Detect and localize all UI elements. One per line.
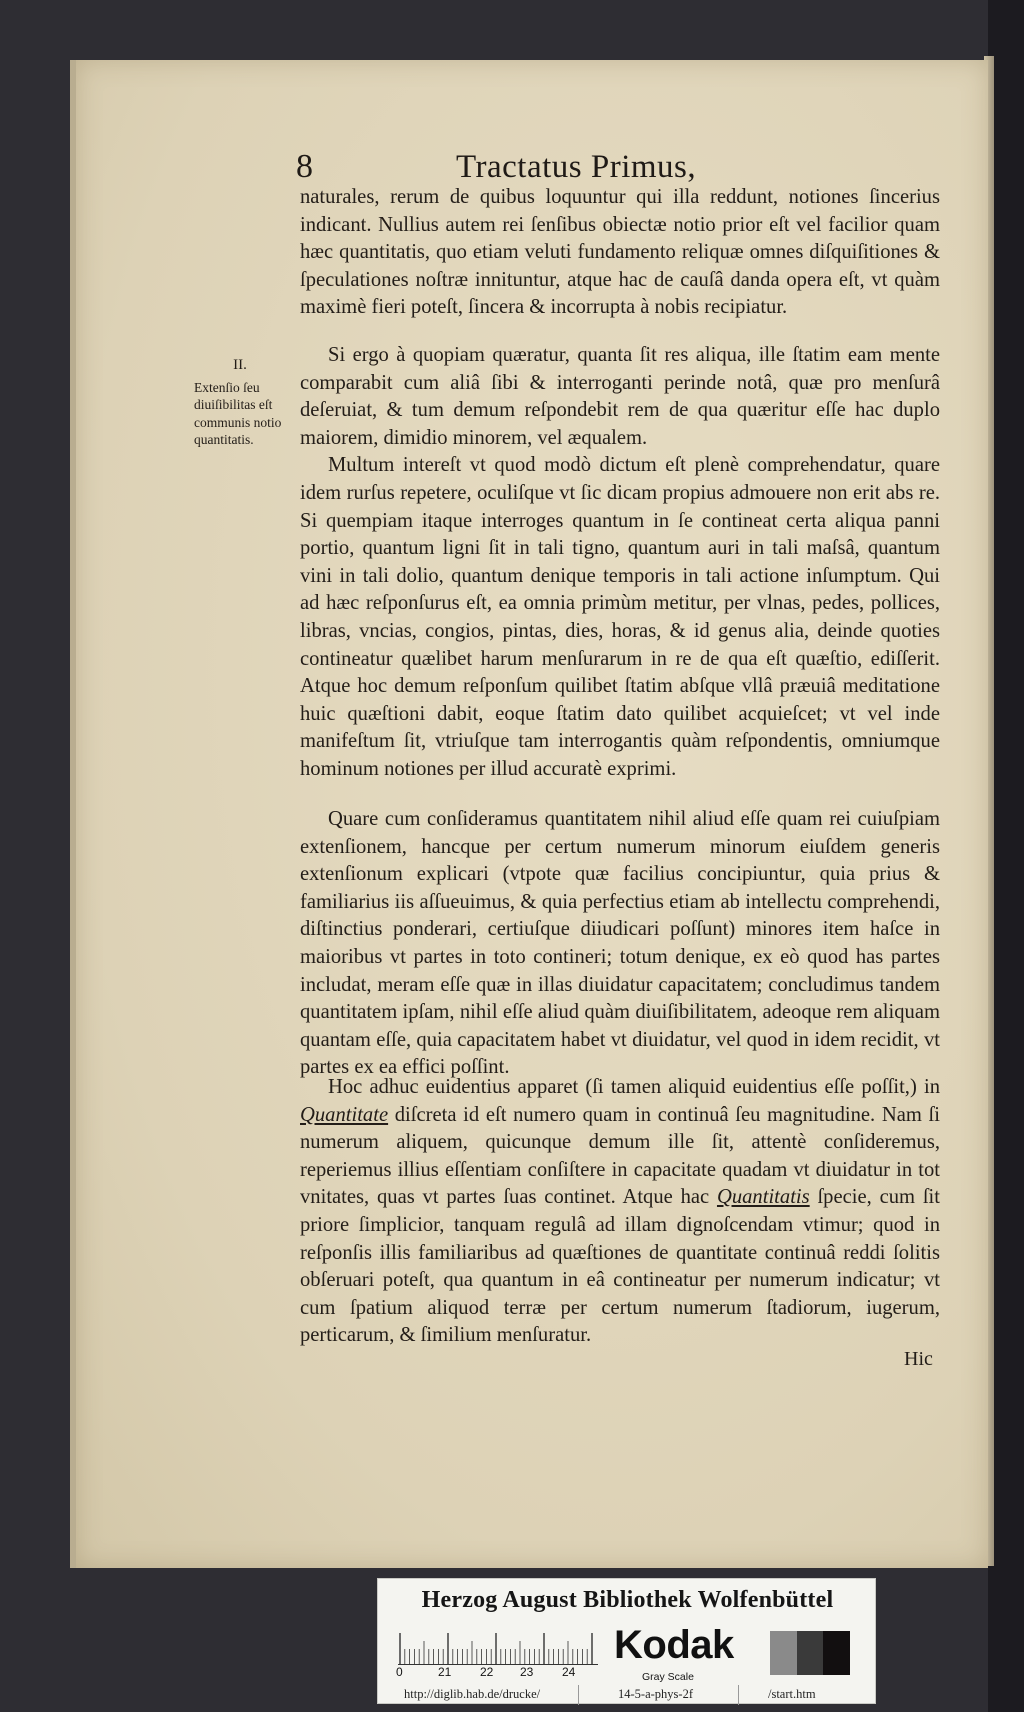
footer-suffix: /start.htm: [768, 1687, 816, 1701]
library-name: Herzog August Bibliothek Wolfenbüttel: [421, 1587, 834, 1613]
ruler-labels: [396, 1665, 606, 1681]
ruler-ticks: [398, 1627, 598, 1665]
paragraph-5-tail: ſpecie, cum ſit priore ſimplicior, tanquam regulâ ad illam dignoſcendam vtimur; quod in reſponſis illis familiaribus ad quæſtiones de quantitate continuâ reddi ſolitis obſeruari poteſt, qua quantum in eâ contineatur per numerum indicatur; vt cum ſpatium aliquod terræ per certum numerum ſtadiorum, iugerum, perticarum, & ſimilium menſuratur.: [300, 1186, 940, 1347]
ruler-label: 22: [480, 1665, 494, 1679]
running-title: Tractatus Primus,: [456, 149, 697, 185]
emphasis-quantitatis: Quantitatis: [716, 1186, 810, 1209]
paragraph-5-middle: diſcreta id eſt numero quam in continuâ ſeu magnitudine. Nam ſi numerum aliquem, quicunque demum ille ſit, attentè conſideremus, reperiemus illius eſſentiam conſiſtere in capacitate quadam vt diuidatur in tot vnitates, quas vt partes ſuas continet. Atque hac: [300, 1103, 940, 1209]
paragraph-5-text: [300, 1074, 940, 1350]
paragraph-5: [300, 1074, 940, 1350]
paragraph-1: [300, 184, 940, 322]
paragraph-5-lead: Hoc adhuc euidentius apparet (ſi tamen aliquid euidentius eſſe poſſit,) in: [328, 1076, 940, 1098]
ruler-label: 24: [562, 1665, 576, 1679]
margin-note: [194, 357, 298, 449]
gray-scale-swatches: [770, 1631, 850, 1675]
ruler-label: 23: [520, 1665, 534, 1679]
paragraph-4-text: Quare cum conſideramus quantitatem nihil aliud eſſe quam rei cuiuſpiam extenſionem, hancque per certum numerum minorum eiuſdem generis extenſionum explicari (vtpote quæ facilius concipiuntur, quia prius & familiarius iis aſſueuimus, & quia perfectius etiam ab intellectu comprehendi, diſtinctius ponderari, certiuſque diiudicari poſſunt) minores item haſce in maioribus vt partes in toto contineri; totum denique, ex eò quod has partes includat, meram eſſe quæ in illas diuidatur capacitatem; concludimus tandem quantitatem ipſam, nihil eſſe aliud quàm diuiſibilitatem, adeoque rem aliquam quantam eſſe, quia capacitatem habet vt diuidatur, vel quod in idem recidit, vt partes ex ea effici poſſint.: [300, 808, 940, 1079]
color-calibration-card: [377, 1578, 876, 1704]
footer-shelfmark: 14-5-a-phys-2f: [618, 1687, 693, 1701]
paragraph-4: [300, 806, 940, 1082]
kodak-logo: Kodak: [614, 1623, 734, 1667]
gray-swatch-light: [770, 1631, 797, 1675]
emphasis-quantitate: Quantitate: [300, 1103, 389, 1126]
footer-divider: [738, 1685, 739, 1705]
page-number: 8: [296, 148, 313, 185]
paragraph-1-text: naturales, rerum de quibus loquuntur qui illa reddunt, notiones ſincerius indicant. Nullius autem rei ſenſibus obiectæ notio prior eſt vel facilior quam hæc quantitatis, quo etiam veluti fundamento reliquæ omnes diſquiſitiones & ſpeculationes noſtræ innituntur, atque hac de cauſâ danda opera eſt, vt quàm maximè fieri poteſt, ſincera & incorrupta à nobis recipiatur.: [300, 186, 940, 319]
card-footer: [378, 1685, 877, 1705]
footer-url: http://diglib.hab.de/drucke/: [404, 1687, 541, 1701]
margin-note-number: II.: [233, 357, 247, 373]
ruler-label: 0: [396, 1665, 403, 1679]
gray-swatch-dark: [823, 1631, 850, 1675]
paragraph-3-text: Multum intereſt vt quod modò dictum eſt plenè comprehendatur, quare idem rurſus repetere, oculiſque vt ſic dicam propius admouere non erit abs re. Si quempiam itaque interroges quantum in ſe contineat certa aliqua panni portio, quantum ligni ſit in tali tigno, quantum auri in tali maſsâ, quantum vini in tali dolio, quantum denique temporis in tali actione inſumptum. Qui ad hæc reſponſurus eſt, ea omnia primùm metitur, per vlnas, pedes, pollices, libras, vncias, congios, pintas, dies, horas, & id genus alia, deinde quoties contineatur quælibet harum menſurarum in re de qua eſt quæſtio, ediſſerit. Atque hoc demum reſponſum quilibet ſtatim abſque vllâ præuiâ meditatione huic quæſtioni dabit, eoque ſtatim dato quilibet acquieſcet; vt vel inde manifeſtum ſit, vtriuſque tam interrogantis quàm reſpondentis, omniumque hominum notiones per illud accuratè exprimi.: [300, 454, 940, 780]
gray-swatch-mid: [797, 1631, 824, 1675]
paragraph-group-2: [300, 342, 940, 784]
footer-divider: [578, 1685, 579, 1705]
ruler-label: 21: [438, 1665, 452, 1679]
catchword: Hic: [904, 1348, 933, 1370]
measurement-ruler: [398, 1627, 598, 1665]
margin-note-text: Extenſio ſeu diuiſibilitas eſt communis notio quantitatis.: [194, 379, 282, 447]
paragraph-2-text: Si ergo à quopiam quæratur, quanta ſit res aliqua, ille ſtatim eam mente comparabit cum aliâ ſibi & interroganti perinde notâ, quæ pro menſurâ deſeruiat, & tum demum reſpondebit rem de qua quæritur eſſe hac duplo maiorem, dimidio minorem, vel æqualem.: [300, 344, 940, 449]
gray-scale-label: Gray Scale: [642, 1671, 694, 1683]
page-header: [296, 148, 776, 188]
